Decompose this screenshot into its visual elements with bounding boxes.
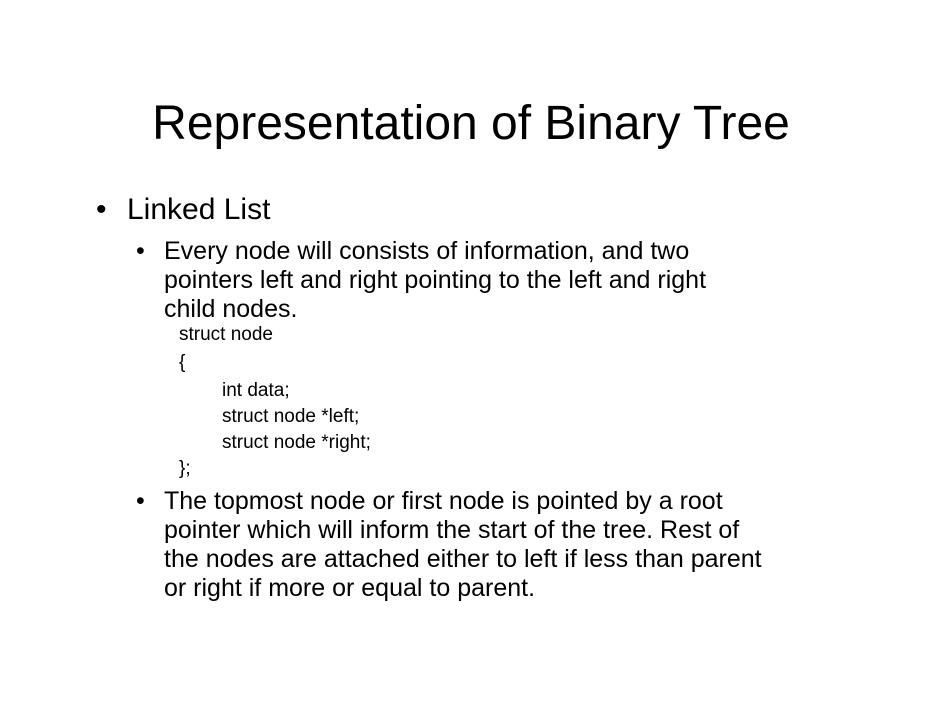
bullet-linked-list-label: Linked List bbox=[127, 193, 271, 226]
code-line-left-pointer: struct node *left; bbox=[222, 406, 360, 427]
code-line-open-brace: { bbox=[179, 352, 186, 373]
slide-title: Representation of Binary Tree bbox=[152, 97, 790, 150]
code-line-int-data: int data; bbox=[222, 380, 290, 401]
text-line: pointers left and right pointing to the left and right bbox=[164, 266, 707, 294]
text-line: the nodes are attached either to left if less than parent bbox=[164, 545, 762, 573]
text-line: child nodes. bbox=[164, 295, 298, 323]
sub-bullet-text bbox=[164, 237, 706, 324]
code-line-struct-node: struct node bbox=[179, 324, 273, 345]
sub-bullet-marker: • bbox=[136, 487, 145, 515]
text-line: Every node will consists of information, and two bbox=[164, 237, 690, 265]
bullet-marker: • bbox=[96, 193, 107, 226]
text-line: The topmost node or first node is pointed by a root bbox=[164, 487, 723, 515]
code-line-close-brace: }; bbox=[179, 458, 191, 479]
text-line: pointer which will inform the start of the tree. Rest of bbox=[164, 516, 740, 544]
text-line: or right if more or equal to parent. bbox=[164, 574, 536, 602]
sub-bullet-text bbox=[164, 487, 762, 603]
sub-bullet-marker: • bbox=[136, 237, 145, 265]
code-line-right-pointer: struct node *right; bbox=[222, 432, 371, 453]
